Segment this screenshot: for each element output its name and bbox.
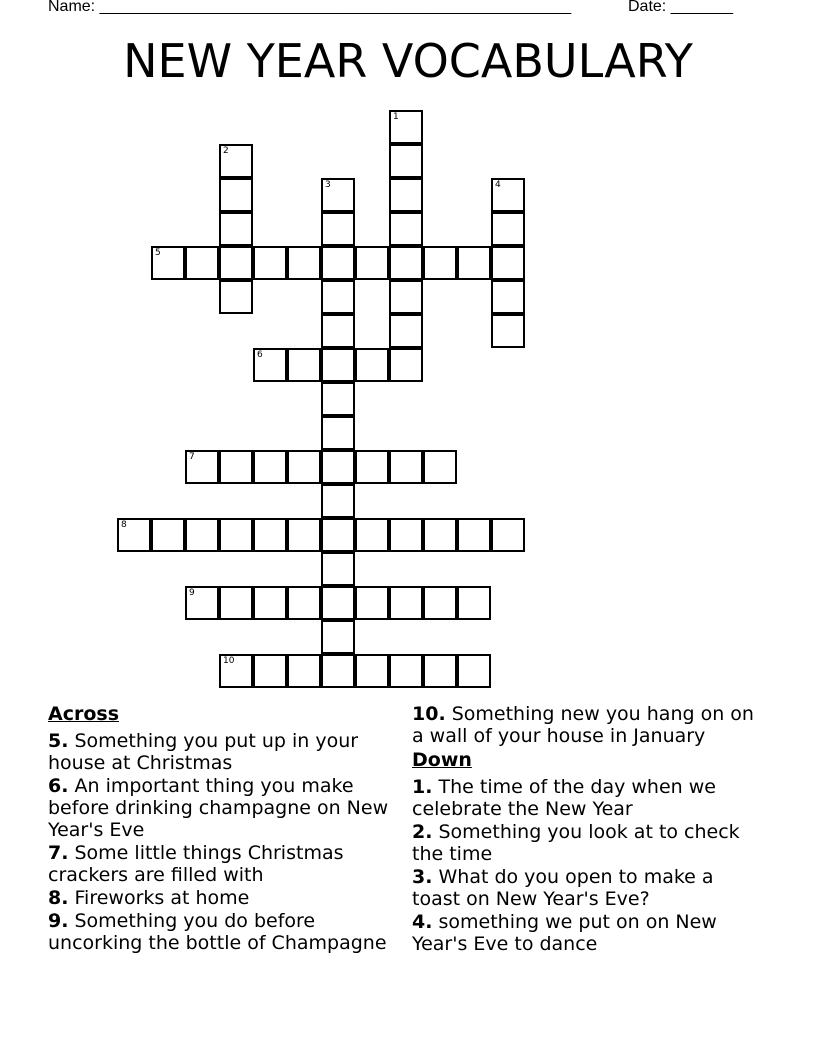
- clue-number: 10: [223, 656, 235, 666]
- grid-cell[interactable]: [321, 348, 355, 382]
- grid-cell[interactable]: [321, 314, 355, 348]
- grid-cell[interactable]: [389, 518, 423, 552]
- clue-number: 7: [189, 452, 195, 462]
- grid-cell[interactable]: [287, 518, 321, 552]
- clue-down-2: 2. Something you look at to check the time: [412, 821, 740, 865]
- grid-cell[interactable]: [491, 178, 525, 212]
- grid-cell[interactable]: [219, 280, 253, 314]
- grid-cell[interactable]: [389, 212, 423, 246]
- clue-across-10: 10. Something new you hang on on a wall of your house in January: [412, 703, 754, 747]
- grid-cell[interactable]: [389, 314, 423, 348]
- clue-across-8: 8. Fireworks at home: [48, 887, 250, 909]
- grid-cell[interactable]: [457, 518, 491, 552]
- grid-cell[interactable]: [321, 518, 355, 552]
- grid-cell[interactable]: [219, 450, 253, 484]
- clue-across-9: 9. Something you do before uncorking the bottle of Champagne: [48, 910, 387, 954]
- grid-cell[interactable]: [355, 246, 389, 280]
- clue-number: 3: [325, 180, 331, 190]
- grid-cell[interactable]: [117, 518, 151, 552]
- grid-cell[interactable]: [321, 450, 355, 484]
- grid-cell[interactable]: [355, 518, 389, 552]
- grid-cell[interactable]: [185, 450, 219, 484]
- grid-cell[interactable]: [355, 586, 389, 620]
- grid-cell[interactable]: [151, 246, 185, 280]
- grid-cell[interactable]: [423, 450, 457, 484]
- grid-cell[interactable]: [253, 654, 287, 688]
- grid-cell[interactable]: [423, 518, 457, 552]
- grid-cell[interactable]: [321, 416, 355, 450]
- grid-cell[interactable]: [219, 246, 253, 280]
- grid-cell[interactable]: [219, 178, 253, 212]
- clue-number: 8: [121, 520, 127, 530]
- grid-cell[interactable]: [491, 280, 525, 314]
- grid-cell[interactable]: [491, 212, 525, 246]
- grid-cell[interactable]: [321, 586, 355, 620]
- grid-cell[interactable]: [423, 586, 457, 620]
- grid-cell[interactable]: [253, 518, 287, 552]
- grid-cell[interactable]: [287, 586, 321, 620]
- grid-cell[interactable]: [389, 144, 423, 178]
- page-title: NEW YEAR VOCABULARY: [123, 34, 693, 88]
- grid-cell[interactable]: [287, 246, 321, 280]
- grid-cell[interactable]: [389, 280, 423, 314]
- grid-cell[interactable]: [321, 654, 355, 688]
- grid-cell[interactable]: [321, 212, 355, 246]
- right-column: [412, 703, 762, 956]
- grid-cell[interactable]: [219, 518, 253, 552]
- grid-cell[interactable]: [151, 518, 185, 552]
- grid-cell[interactable]: [457, 246, 491, 280]
- grid-cell[interactable]: [321, 382, 355, 416]
- grid-cell[interactable]: [355, 450, 389, 484]
- clue-number: 2: [223, 146, 229, 156]
- grid-cell[interactable]: [423, 654, 457, 688]
- grid-cell[interactable]: [389, 178, 423, 212]
- grid-cell[interactable]: [185, 246, 219, 280]
- grid-cell[interactable]: [185, 586, 219, 620]
- grid-cell[interactable]: [389, 246, 423, 280]
- grid-cell[interactable]: [321, 246, 355, 280]
- grid-cell[interactable]: [389, 348, 423, 382]
- grid-cell[interactable]: [253, 246, 287, 280]
- grid-cell[interactable]: [457, 586, 491, 620]
- clue-across-6: 6. An important thing you make before drinking champagne on New Year's Eve: [48, 775, 389, 841]
- clue-number: 6: [257, 350, 263, 360]
- clue-number: 9: [189, 588, 195, 598]
- name-line[interactable]: Name: _____________________________________________________: [48, 0, 572, 15]
- grid-cell[interactable]: [491, 518, 525, 552]
- clue-down-1: 1. The time of the day when we celebrate the New Year: [412, 776, 716, 820]
- grid-cell[interactable]: [321, 280, 355, 314]
- grid-cell[interactable]: [287, 654, 321, 688]
- clue-down-3: 3. What do you open to make a toast on New Year's Eve?: [412, 866, 714, 910]
- grid-cell[interactable]: [219, 654, 253, 688]
- grid-cell[interactable]: [389, 450, 423, 484]
- clue-number: 4: [495, 180, 501, 190]
- grid-cell[interactable]: [389, 654, 423, 688]
- grid-cell[interactable]: [185, 518, 219, 552]
- grid-cell[interactable]: [423, 246, 457, 280]
- clue-number: 5: [155, 248, 161, 258]
- grid-cell[interactable]: [253, 450, 287, 484]
- grid-cell[interactable]: [253, 348, 287, 382]
- grid-cell[interactable]: [219, 144, 253, 178]
- grid-cell[interactable]: [321, 620, 355, 654]
- grid-cell[interactable]: [253, 586, 287, 620]
- grid-cell[interactable]: [287, 348, 321, 382]
- grid-cell[interactable]: [321, 552, 355, 586]
- grid-cell[interactable]: [219, 212, 253, 246]
- grid-cell[interactable]: [219, 586, 253, 620]
- grid-cell[interactable]: [457, 654, 491, 688]
- down-heading: Down: [412, 749, 472, 771]
- across-heading: Across: [48, 703, 120, 725]
- clue-number: 1: [393, 112, 399, 122]
- date-line[interactable]: Date: _______: [628, 0, 733, 15]
- clue-across-7: 7. Some little things Christmas crackers are filled with: [48, 842, 344, 886]
- grid-cell[interactable]: [389, 586, 423, 620]
- grid-cell[interactable]: [389, 110, 423, 144]
- grid-cell[interactable]: [491, 314, 525, 348]
- grid-cell[interactable]: [355, 348, 389, 382]
- clue-down-4: 4. something we put on on New Year's Eve to dance: [412, 911, 717, 955]
- grid-cell[interactable]: [355, 654, 389, 688]
- grid-cell[interactable]: [287, 450, 321, 484]
- clue-across-5: 5. Something you put up in your house at Christmas: [48, 730, 359, 774]
- grid-cell[interactable]: [321, 178, 355, 212]
- grid-cell[interactable]: [491, 246, 525, 280]
- across-column: [48, 703, 408, 955]
- grid-cell[interactable]: [321, 484, 355, 518]
